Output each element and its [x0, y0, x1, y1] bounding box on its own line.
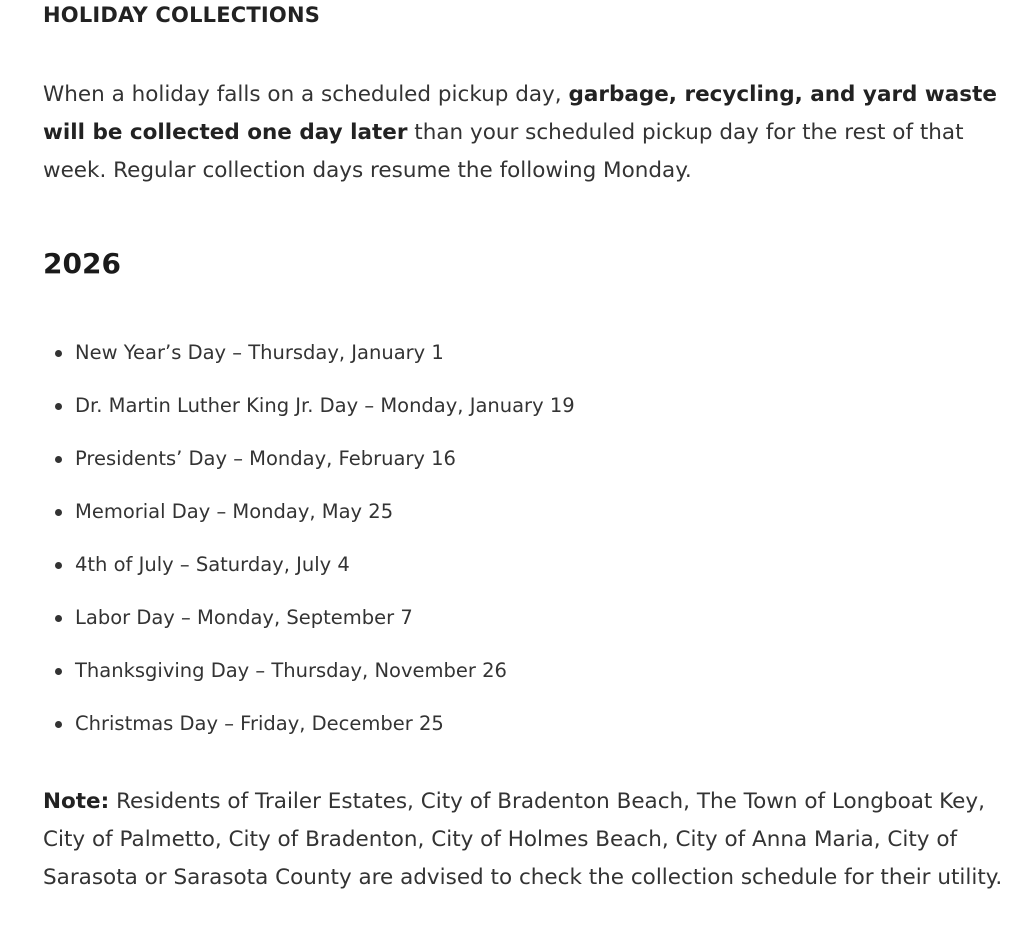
holiday-label: Presidents’ Day – Monday, February 16: [75, 447, 456, 470]
holiday-list: [43, 332, 575, 756]
holiday-label: Dr. Martin Luther King Jr. Day – Monday, January 19: [75, 394, 575, 417]
holiday-label: Thanksgiving Day – Thursday, November 26: [75, 659, 507, 682]
holiday-item: [43, 597, 575, 650]
bullet-icon: [55, 456, 62, 463]
holiday-label: New Year’s Day – Thursday, January 1: [75, 341, 444, 364]
bullet-icon: [55, 615, 62, 622]
holiday-item: [43, 703, 575, 756]
section-heading: HOLIDAY COLLECTIONS: [43, 3, 321, 27]
bullet-icon: [55, 668, 62, 675]
bullet-icon: [55, 403, 62, 410]
bullet-icon: [55, 350, 62, 357]
intro-bold-text: garbage, recycling, and yard waste will be collected one day later: [43, 82, 997, 145]
holiday-item: [43, 385, 575, 438]
note-paragraph: [43, 783, 1018, 897]
note-text: Residents of Trailer Estates, City of Bradenton Beach, The Town of Longboat Key, City of Palmetto, City of Bradenton, City of Holmes Beach, City of Anna Maria, City of Sarasota or Sarasota County are advised to check the collection schedule for their utility.: [43, 789, 1003, 890]
note-label: Note:: [43, 789, 110, 814]
holiday-item: [43, 438, 575, 491]
holiday-item: [43, 491, 575, 544]
intro-text-start: When a holiday falls on a scheduled pickup day,: [43, 82, 569, 107]
holiday-label: Memorial Day – Monday, May 25: [75, 500, 394, 523]
holiday-label: Christmas Day – Friday, December 25: [75, 712, 444, 735]
holiday-item: [43, 544, 575, 597]
holiday-item: [43, 650, 575, 703]
bullet-icon: [55, 509, 62, 516]
bullet-icon: [55, 562, 62, 569]
holiday-label: Labor Day – Monday, September 7: [75, 606, 413, 629]
intro-paragraph: [43, 76, 1018, 190]
bullet-icon: [55, 721, 62, 728]
year-heading: 2026: [43, 247, 121, 280]
holiday-label: 4th of July – Saturday, July 4: [75, 553, 350, 576]
holiday-item: [43, 332, 575, 385]
intro-text-end: than your scheduled pickup day for the rest of that week. Regular collection days resume the following Monday.: [43, 120, 964, 183]
